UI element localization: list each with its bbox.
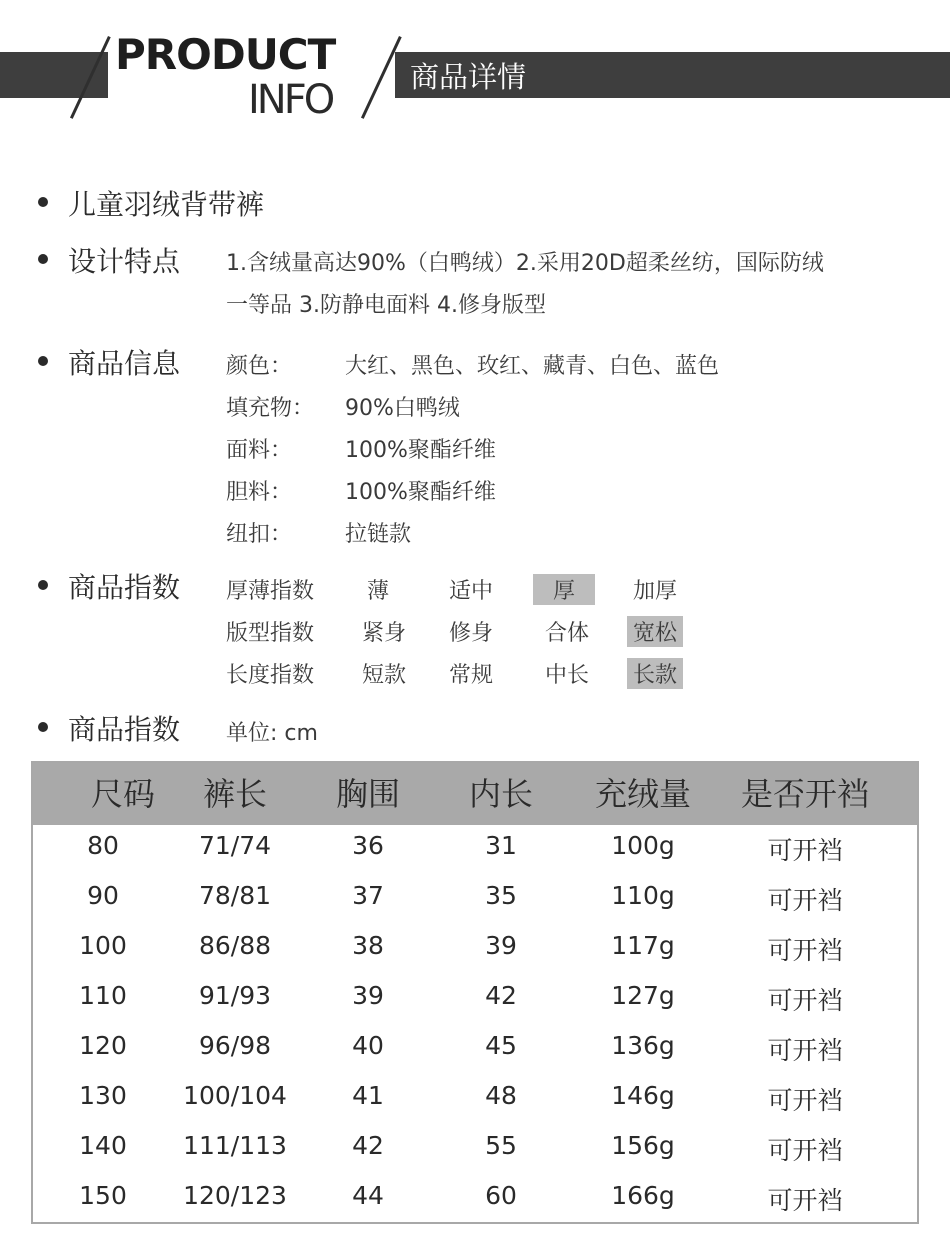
cell-size: 130 [79, 1081, 127, 1110]
column-header-inseam: 内长 [468, 775, 533, 813]
brand-product-text: PRODUCT [115, 30, 336, 79]
index-option: 修身 [449, 621, 494, 646]
cell-pants-length: 91/93 [198, 981, 272, 1010]
banner-title: 商品详情 [410, 60, 527, 94]
cell-inseam: 35 [485, 881, 517, 910]
info-value-fabric: 100%聚酯纤维 [345, 438, 496, 463]
bullet-dot [38, 254, 48, 264]
cell-size: 140 [79, 1131, 127, 1160]
cell-down-fill: 136g [611, 1031, 675, 1060]
size-title: 商品指数 [68, 713, 181, 746]
cell-inseam: 42 [485, 981, 517, 1010]
bullet-dot [38, 722, 48, 732]
cell-open-crotch: 可开裆 [767, 936, 843, 965]
cell-down-fill: 156g [611, 1131, 675, 1160]
indices-title: 商品指数 [68, 571, 181, 604]
features-title: 设计特点 [68, 245, 181, 278]
cell-chest: 44 [352, 1181, 384, 1210]
index-option-selected: 宽松 [627, 616, 683, 647]
info-title: 商品信息 [68, 347, 181, 380]
size-table-header [33, 763, 917, 825]
index-option: 常规 [449, 663, 494, 688]
cell-size: 120 [79, 1031, 127, 1060]
cell-size: 80 [87, 831, 119, 860]
cell-pants-length: 120/123 [183, 1181, 287, 1210]
cell-down-fill: 100g [611, 831, 675, 860]
size-unit: 单位: cm [226, 721, 318, 746]
info-value-filling: 90%白鸭绒 [345, 396, 460, 421]
cell-size: 90 [87, 881, 119, 910]
cell-down-fill: 146g [611, 1081, 675, 1110]
cell-size: 110 [79, 981, 127, 1010]
cell-inseam: 39 [485, 931, 517, 960]
cell-open-crotch: 可开裆 [767, 1186, 843, 1215]
cell-chest: 42 [352, 1131, 384, 1160]
cell-inseam: 48 [485, 1081, 517, 1110]
info-label-color: 颜色： [226, 354, 293, 379]
index-option: 中长 [545, 663, 590, 688]
cell-pants-length: 96/98 [198, 1031, 272, 1060]
index-option: 适中 [449, 579, 494, 604]
cell-down-fill: 166g [611, 1181, 675, 1210]
cell-chest: 39 [352, 981, 384, 1010]
cell-inseam: 60 [485, 1181, 517, 1210]
bullet-dot [38, 197, 48, 207]
cell-chest: 37 [352, 881, 384, 910]
cell-pants-length: 100/104 [183, 1081, 287, 1110]
features-line-2: 一等品 3.防静电面料 4.修身版型 [226, 293, 546, 318]
cell-pants-length: 78/81 [198, 881, 272, 910]
index-label-length: 长度指数 [226, 663, 315, 688]
index-label-thickness: 厚薄指数 [226, 579, 315, 604]
info-label-filling: 填充物： [226, 396, 315, 421]
product-name: 儿童羽绒背带裤 [68, 188, 265, 221]
index-option: 薄 [367, 579, 390, 604]
cell-down-fill: 110g [611, 881, 675, 910]
index-option: 紧身 [362, 621, 407, 646]
cell-open-crotch: 可开裆 [767, 886, 843, 915]
info-label-fabric: 面料： [226, 438, 293, 463]
bullet-dot [38, 356, 48, 366]
header-banner [0, 0, 950, 140]
cell-pants-length: 86/88 [198, 931, 272, 960]
info-value-lining: 100%聚酯纤维 [345, 480, 496, 505]
cell-open-crotch: 可开裆 [767, 836, 843, 865]
cell-down-fill: 127g [611, 981, 675, 1010]
column-header-down-fill: 充绒量 [594, 775, 691, 813]
column-header-size: 尺码 [90, 775, 155, 813]
column-header-chest: 胸围 [335, 775, 400, 813]
cell-open-crotch: 可开裆 [767, 986, 843, 1015]
cell-chest: 38 [352, 931, 384, 960]
index-option-selected: 长款 [627, 658, 683, 689]
cell-pants-length: 111/113 [183, 1131, 287, 1160]
column-header-pants-length: 裤长 [202, 775, 267, 813]
cell-size: 150 [79, 1181, 127, 1210]
cell-inseam: 55 [485, 1131, 517, 1160]
cell-size: 100 [79, 931, 127, 960]
index-option: 短款 [362, 663, 407, 688]
cell-inseam: 31 [485, 831, 517, 860]
bullet-dot [38, 580, 48, 590]
features-line-1: 1.含绒量高达90%（白鸭绒）2.采用20D超柔丝纺，国际防绒 [226, 251, 824, 276]
cell-chest: 40 [352, 1031, 384, 1060]
index-option: 合体 [545, 621, 590, 646]
cell-inseam: 45 [485, 1031, 517, 1060]
cell-open-crotch: 可开裆 [767, 1036, 843, 1065]
cell-pants-length: 71/74 [198, 831, 272, 860]
info-value-color: 大红、黑色、玫红、藏青、白色、蓝色 [345, 354, 720, 379]
info-label-lining: 胆料： [226, 480, 293, 505]
index-option: 加厚 [633, 579, 678, 604]
cell-chest: 41 [352, 1081, 384, 1110]
cell-open-crotch: 可开裆 [767, 1086, 843, 1115]
info-value-closure: 拉链款 [345, 522, 412, 547]
cell-open-crotch: 可开裆 [767, 1136, 843, 1165]
brand-info-text: INFO [248, 77, 333, 123]
column-header-open-crotch: 是否开裆 [740, 775, 869, 813]
info-label-closure: 纽扣： [226, 522, 293, 547]
cell-chest: 36 [352, 831, 384, 860]
cell-down-fill: 117g [611, 931, 675, 960]
size-table [31, 761, 919, 1224]
index-option-selected: 厚 [533, 574, 595, 605]
index-label-fit: 版型指数 [226, 621, 315, 646]
